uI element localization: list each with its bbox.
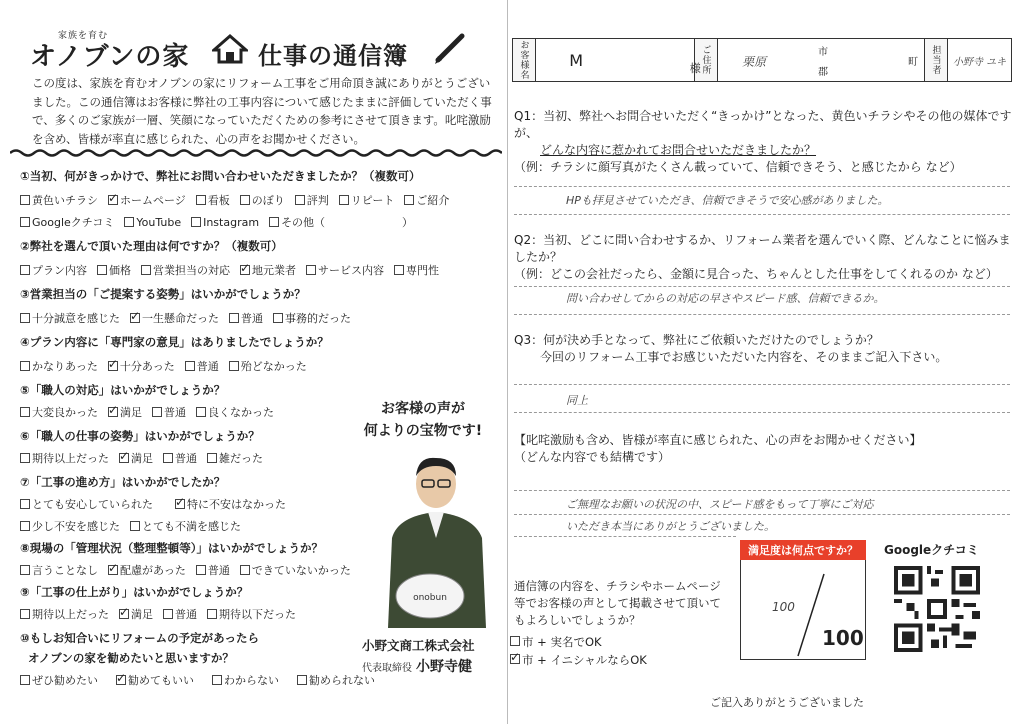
question-8: ⑧現場の「管理状況（整理整頓等）」はいかがでしょうか？ [20,541,323,555]
q1-answer[interactable]: HPも拝見させていただき、信頼できそうで安心感がありました。 [566,194,889,207]
q7-option[interactable]: とても不満を感じた [130,518,241,534]
q1-option[interactable]: のぼり [240,192,285,208]
checkbox[interactable] [152,407,162,417]
q8-option[interactable]: できていないかった [240,562,351,578]
consent-text: 通信簿の内容を、チラシやホームページ等でお客様の声として掲載させて頂いてもよろしいでしょうか？ [514,579,721,627]
q2-options [20,262,449,278]
checkbox[interactable] [295,195,305,205]
answer-line [514,286,1010,287]
page-title: 仕事の通信簿 [258,42,408,70]
q8-option[interactable]: 言うことなし [20,562,98,578]
house-icon [212,34,248,64]
q10-options [20,672,385,688]
question-1: ①当初、何がきっかけで、弊社にお問い合わせいただきましたか？（複数可） [20,169,421,183]
q4-option[interactable]: ✓ 十分あった [108,358,175,374]
question-3: ③営業担当の「ご提案する姿勢」はいかがでしょうか？ [20,287,306,301]
checkbox[interactable] [20,675,30,685]
q1-option[interactable]: 黄色いチラシ [20,192,98,208]
brand-subtitle: 家族を育む [58,31,109,41]
answer-line [514,490,1010,491]
q7-option[interactable]: ✓ 特に不安はなかった [175,496,286,512]
checkbox[interactable] [207,609,217,619]
q1-option[interactable]: Googleクチコミ [20,214,114,230]
q9-options [20,606,306,622]
q4-answer-line1[interactable]: ご無理なお願いの状況の中、スピード感をもって丁寧にご対応 [566,498,874,511]
q9-option[interactable]: 期待以上だった [20,606,109,622]
thanks-text: ご記入ありがとうございました [710,696,864,709]
checkbox[interactable] [229,361,239,371]
checkbox[interactable] [404,195,414,205]
checkbox[interactable] [185,361,195,371]
intro-text: この度は、家族を育むオノブンの家にリフォーム工事をご用命頂き誠にありがとうございました。この通信簿はお客様に弊社の工事内容について感じたままに評価していただく事で、多くのご家族が一層、笑顔になっていただくための参考にさせて頂きます。叱咤激励を含め、皆様が率直に感じられた、心の声をお聞かせください。 [32,76,492,146]
q1-option[interactable]: YouTube [124,214,181,230]
checkbox-checked[interactable] [130,313,140,323]
answer-line [514,186,1010,187]
question-4: ④プラン内容に「専門家の意見」はありましたでしょうか？ [20,335,329,349]
staff-cell[interactable] [948,39,1011,81]
consent-option-2[interactable]: ✓市 + イニシャルならOK [510,652,647,668]
president-line: 代表取締役 小野寺健 [362,659,472,675]
q6-option[interactable]: ✓ 満足 [119,450,153,466]
q9-option[interactable]: 期待以下だった [207,606,296,622]
q2-option[interactable]: 営業担当の対応 [141,262,230,278]
checkbox[interactable] [196,565,206,575]
google-review-title: Googleクチコミ [884,543,979,557]
checkbox[interactable] [240,565,250,575]
customer-name-cell[interactable]: M 様 [536,39,695,81]
q5-options [20,404,284,420]
right-q2: Q2：当初、どこに問い合わせするか、リフォーム業者を選んでいく際、どんなことに悩みましたか？ （例：どこの会社だったら、金額に見合った、ちゃんとした仕事をしてくれるのか など） [514,233,1011,281]
checkbox[interactable] [20,499,30,509]
staff-value: 小野寺 ユキ [952,56,1007,68]
speech-text: お客様の声が 何よりの宝物です! [363,401,483,439]
checkbox[interactable] [273,313,283,323]
checkbox[interactable] [306,265,316,275]
question-6: ⑥「職人の仕事の姿勢」はいかがでしょうか？ [20,429,260,443]
president-name: 小野寺健 [416,659,472,675]
checkbox-checked[interactable] [119,609,129,619]
checkbox[interactable] [20,361,30,371]
checkbox-checked[interactable] [240,265,250,275]
question-2: ②弊社を選んで頂いた理由は何ですか？（複数可） [20,239,283,253]
staff-label: 担当者 [925,39,948,81]
q10-option[interactable]: 勧められない [297,672,375,688]
company-name: 小野文商工株式会社 [362,638,475,653]
q2-option[interactable]: サービス内容 [306,262,384,278]
q3-option[interactable]: 普通 [229,310,263,326]
checkbox[interactable] [20,195,30,205]
q5-option[interactable]: ✓ 満足 [108,404,142,420]
president-photo [378,448,496,628]
q3-option[interactable]: 事務的だった [273,310,351,326]
checkbox-checked[interactable] [108,565,118,575]
answer-line [514,384,1010,385]
q7-option[interactable]: とても安心していられた [20,496,153,512]
checkbox[interactable] [130,521,140,531]
wavy-divider [10,148,502,158]
q4-option[interactable]: かなりあった [20,358,98,374]
question-7: ⑦「工事の進め方」はいかがでしたか？ [20,475,226,489]
checkbox[interactable] [124,217,134,227]
q3-options [20,310,361,326]
q10-option[interactable]: ぜひ勧めたい [20,672,98,688]
checkbox-checked[interactable] [108,361,118,371]
q1-option[interactable]: ご紹介 [404,192,449,208]
q8-option[interactable]: ✓ 配慮があった [108,562,186,578]
customer-info-table [512,38,1012,82]
q1-option[interactable]: 看板 [196,192,230,208]
checkbox[interactable] [20,217,30,227]
right-q3: Q3：何が決め手となって、弊社にご依頼いただけたのでしょうか？ 今回のリフォーム工事でお感じいただいた内容を、そのままご記入下さい。 [514,333,948,364]
checkbox[interactable] [97,265,107,275]
q6-option[interactable]: 雑だった [207,450,263,466]
address-label: ご住所 [695,39,718,81]
q1-option[interactable]: ✓ ホームページ [108,192,186,208]
qr-code-icon[interactable] [894,566,980,652]
satisfaction-score: 100 [772,600,795,614]
q6-option[interactable]: 期待以上だった [20,450,109,466]
right-q1: Q1：当初、弊社へお問合せいただく“きっかけ”となった、黄色いチラシやその他の媒体ですが、 どんな内容に惹かれてお問合せいただきましたか？ （例：チラシに顔写真がたくさん載っていて、信頼できそう、と感じたから など） [514,109,1012,174]
address-cell[interactable]: 栗原 市 郡 町 [718,39,925,81]
q2-option[interactable]: 価格 [97,262,131,278]
answer-line [514,214,1010,215]
checkbox[interactable] [196,407,206,417]
question-10-line2: オノブンの家を勧めたいと思いますか？ [28,651,234,665]
checkbox[interactable] [163,609,173,619]
q1-option[interactable]: 評判 [295,192,329,208]
checkbox[interactable] [196,195,206,205]
checkbox[interactable] [20,265,30,275]
checkbox[interactable] [20,521,30,531]
customer-name: M [569,50,584,70]
pen-icon [432,30,468,66]
checkbox-checked[interactable] [510,654,520,664]
q5-option[interactable]: 大変良かった [20,404,98,420]
answer-line [514,514,1010,515]
customer-name-label: お客様名 [513,39,536,81]
q4-option[interactable]: 殆どなかった [229,358,307,374]
brand-logo-text: オノブンの家 [30,42,190,72]
answer-line [514,314,1010,315]
checkbox[interactable] [20,313,30,323]
q2-answer[interactable]: 問い合わせしてからの対応の早さやスピード感、信頼できるか。 [566,292,885,305]
checkbox[interactable] [212,675,222,685]
q1-option[interactable]: リピート [339,192,395,208]
q8-option[interactable]: 普通 [196,562,230,578]
answer-line [514,412,1010,413]
question-9: ⑨「工事の仕上がり」はいかがでしょうか？ [20,585,249,599]
checkbox[interactable] [207,453,217,463]
address-value: 栗原 [742,55,767,69]
question-10: ⑩もしお知合いにリフォームの予定があったら [20,631,260,645]
checkbox[interactable] [510,636,520,646]
checkbox[interactable] [20,453,30,463]
checkbox[interactable] [297,675,307,685]
checkbox[interactable] [191,217,201,227]
checkbox-checked[interactable] [116,675,126,685]
q4-option[interactable]: 普通 [185,358,219,374]
q5-option[interactable]: 良くなかった [196,404,274,420]
checkbox[interactable] [141,265,151,275]
answer-line [514,536,736,537]
svg-text:onobun: onobun [413,593,447,603]
checkbox[interactable] [240,195,250,205]
q10-option[interactable]: ✓ 勧めてもいい [116,672,194,688]
checkbox[interactable] [229,313,239,323]
checkbox[interactable] [163,453,173,463]
checkbox-checked[interactable] [108,407,118,417]
q2-option[interactable]: プラン内容 [20,262,87,278]
q7-options-row1 [20,496,296,512]
q1-options-row2 [20,214,423,230]
checkbox-checked[interactable] [175,499,185,509]
checkbox[interactable] [20,609,30,619]
q5-option[interactable]: 普通 [152,404,186,420]
q1-option[interactable]: その他（ ） [269,214,413,230]
right-q4: 【叱咤激励も含め、皆様が率直に感じられた、心の声をお聞かせください】 （どんな内容でも結構です） [514,433,922,464]
q1-options-row1 [20,192,459,208]
q4-options [20,358,317,374]
satisfaction-max: 100 [822,626,864,650]
checkbox[interactable] [339,195,349,205]
checkbox[interactable] [269,217,279,227]
checkbox[interactable] [394,265,404,275]
q2-option[interactable]: 専門性 [394,262,439,278]
checkbox[interactable] [20,407,30,417]
column-divider [507,0,508,724]
q10-option[interactable]: わからない [212,672,279,688]
q3-option[interactable]: ✓ 一生懸命だった [130,310,219,326]
q7-options-row2 [20,518,251,534]
q1-option[interactable]: Instagram [191,214,259,230]
q3-answer[interactable]: 同上 [566,394,588,407]
q2-option[interactable]: ✓ 地元業者 [240,262,296,278]
q9-option[interactable]: ✓ 満足 [119,606,153,622]
question-5: ⑤「職人の対応」はいかがでしょうか？ [20,383,226,397]
q6-options [20,450,273,466]
consent-option-1[interactable]: 市 + 実名でOK [510,634,602,650]
q8-options [20,562,361,578]
checkbox[interactable] [20,565,30,575]
satisfaction-label: 満足度は何点ですか？ [740,540,866,560]
q3-option[interactable]: 十分誠意を感じた [20,310,120,326]
q6-option[interactable]: 普通 [163,450,197,466]
q9-option[interactable]: 普通 [163,606,197,622]
q4-answer-line2[interactable]: いただき本当にありがとうございました。 [566,520,775,533]
q7-option[interactable]: 少し不安を感じた [20,518,120,534]
checkbox-checked[interactable] [119,453,129,463]
checkbox-checked[interactable] [108,195,118,205]
